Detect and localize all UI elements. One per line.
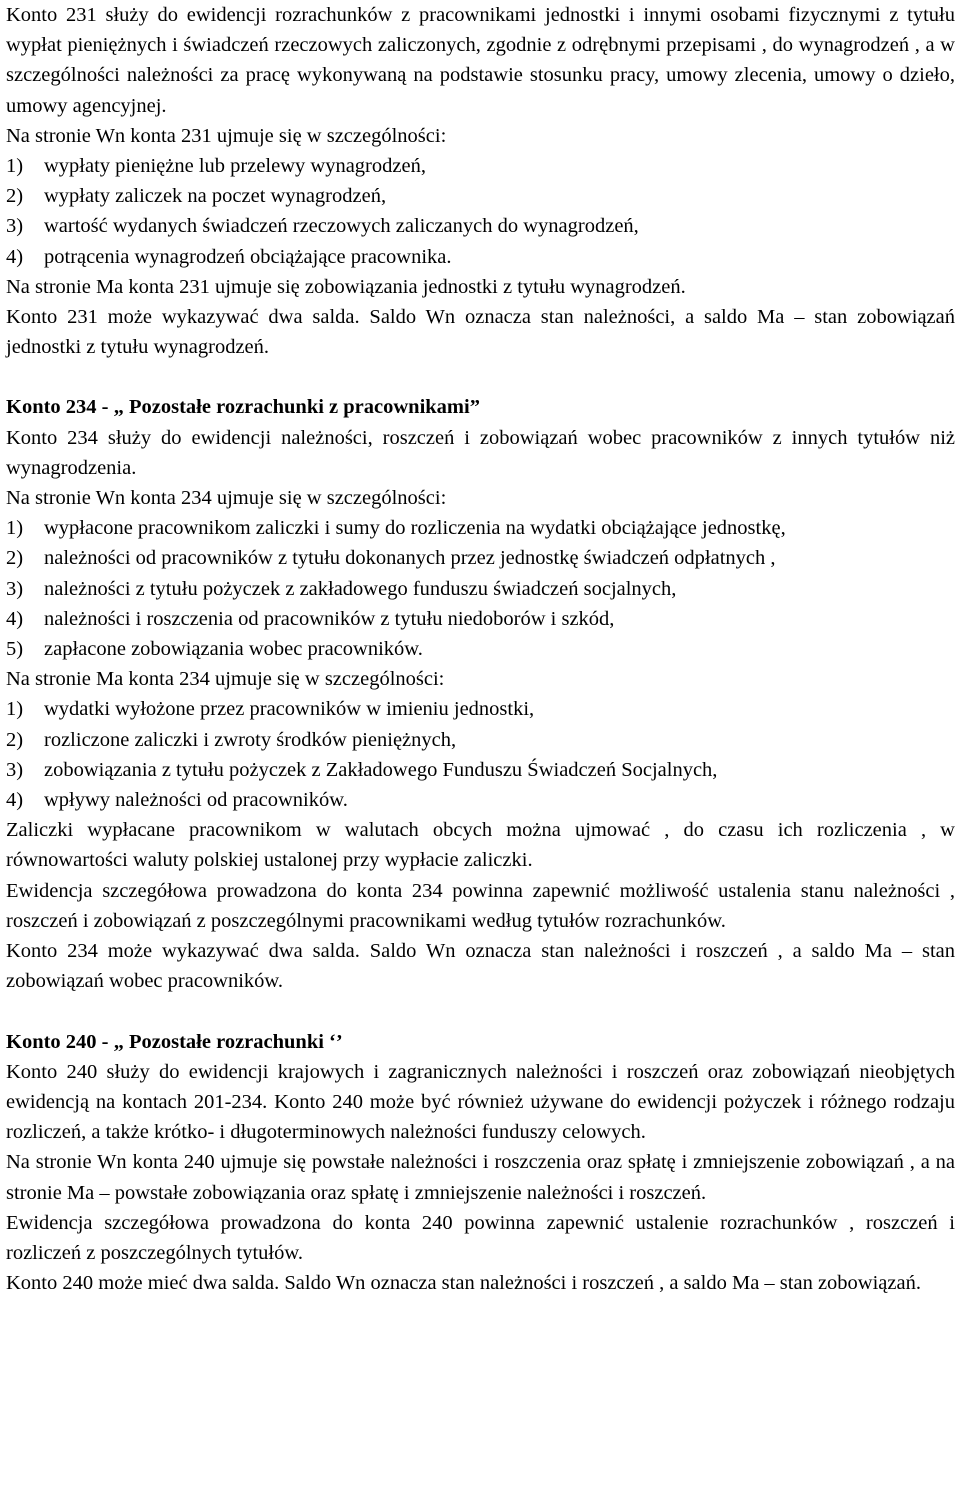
list-item: 3) zobowiązania z tytułu pożyczek z Zakładowego Funduszu Świadczeń Socjalnych, [6,758,718,781]
konto-231-ma-line: Na stronie Ma konta 231 ujmuje się zobowiązania jednostki z tytułu wynagrodzeń. [6,275,686,298]
section-spacer [6,997,955,1027]
list-item: 3) wartość wydanych świadczeń rzeczowych zaliczanych do wynagrodzeń, [6,215,639,238]
konto-240-heading: Konto 240 - „ Pozostałe rozrachunki ‘’ [6,1030,343,1053]
list-item: 1) wypłaty pieniężne lub przelewy wynagrodzeń, [6,155,426,178]
list-item: 4) potrącenia wynagrodzeń obciążające pracownika. [6,245,452,268]
konto-240-wn-ma: Na stronie Wn konta 240 ujmuje się powstałe należności i roszczenia oraz spłatę i zmniejszenie zobowiązań , a na stronie Ma – powstałe zobowiązania oraz spłatę i zmniejszenie należności i roszczeń. [6,1151,955,1204]
konto-240-saldo: Konto 240 może mieć dwa salda. Saldo Wn oznacza stan należności i roszczeń , a saldo Ma – stan zobowiązań. [6,1272,921,1295]
konto-240-ewidencja: Ewidencja szczegółowa prowadzona do konta 240 powinna zapewnić ustalenie rozrachunków , roszczeń i rozliczeń z poszczególnych tytułów. [6,1211,955,1264]
konto-234-zaliczki: Zaliczki wypłacane pracownikom w walutach obcych można ujmować , do czasu ich rozliczenia , w równowartości waluty polskiej ustalonej przy wypłacie zaliczki. [6,819,955,872]
konto-234-wn-list [6,513,955,664]
konto-231-description: Konto 231 służy do ewidencji rozrachunków z pracownikami jednostki i innymi osobami fizycznymi z tytułu wypłat pieniężnych i świadczeń rzeczowych zaliczonych, zgodnie z odrębnymi przepisami , do wynagrodzeń , a w szczególności należności za pracę wykonywaną na podstawie stosunku pracy, umowy zlecenia, umowy o dzieło, umowy agencyjnej. [6,4,955,117]
konto-231-wn-list [6,151,955,272]
konto-234-wn-intro: Na stronie Wn konta 234 ujmuje się w szczególności: [6,487,447,510]
konto-234-heading: Konto 234 - „ Pozostałe rozrachunki z pracownikami” [6,396,480,419]
konto-234-description: Konto 234 służy do ewidencji należności, roszczeń i zobowiązań wobec pracowników z innych tytułów niż wynagrodzenia. [6,426,955,479]
list-item: 4) wpływy należności od pracowników. [6,789,348,812]
list-item: 2) wypłaty zaliczek na poczet wynagrodzeń, [6,185,387,208]
konto-234-ewidencja: Ewidencja szczegółowa prowadzona do konta 234 powinna zapewnić możliwość ustalenia stanu należności , roszczeń i zobowiązań z poszczególnymi pracownikami według tytułów rozrachunków. [6,879,955,932]
list-item: 1) wydatki wyłożone przez pracowników w imieniu jednostki, [6,698,535,721]
section-spacer [6,362,955,392]
konto-234-ma-list [6,694,955,815]
list-item: 3) należności z tytułu pożyczek z zakładowego funduszu świadczeń socjalnych, [6,577,677,600]
konto-231-wn-intro: Na stronie Wn konta 231 ujmuje się w szczególności: [6,124,447,147]
konto-231-saldo: Konto 231 może wykazywać dwa salda. Saldo Wn oznacza stan należności, a saldo Ma – stan zobowiązań jednostki z tytułu wynagrodzeń. [6,306,955,359]
list-item: 2) rozliczone zaliczki i zwroty środków pieniężnych, [6,728,457,751]
list-item: 2) należności od pracowników z tytułu dokonanych przez jednostkę świadczeń odpłatnych , [6,547,776,570]
konto-234-saldo: Konto 234 może wykazywać dwa salda. Saldo Wn oznacza stan należności i roszczeń , a saldo Ma – stan zobowiązań wobec pracowników. [6,940,955,993]
list-item: 5) zapłacone zobowiązania wobec pracowników. [6,638,423,661]
konto-240-description: Konto 240 służy do ewidencji krajowych i zagranicznych należności i roszczeń oraz zobowiązań nieobjętych ewidencją na kontach 201-234. Konto 240 może być również używane do ewidencji pożyczek i różnego rodzaju rozliczeń, a także krótko- i długoterminowych należności funduszy celowych. [6,1060,955,1144]
list-item: 1) wypłacone pracownikom zaliczki i sumy do rozliczenia na wydatki obciążające jednostkę, [6,517,786,540]
konto-234-ma-intro: Na stronie Ma konta 234 ujmuje się w szczególności: [6,668,445,691]
list-item: 4) należności i roszczenia od pracowników z tytułu niedoborów i szkód, [6,607,615,630]
